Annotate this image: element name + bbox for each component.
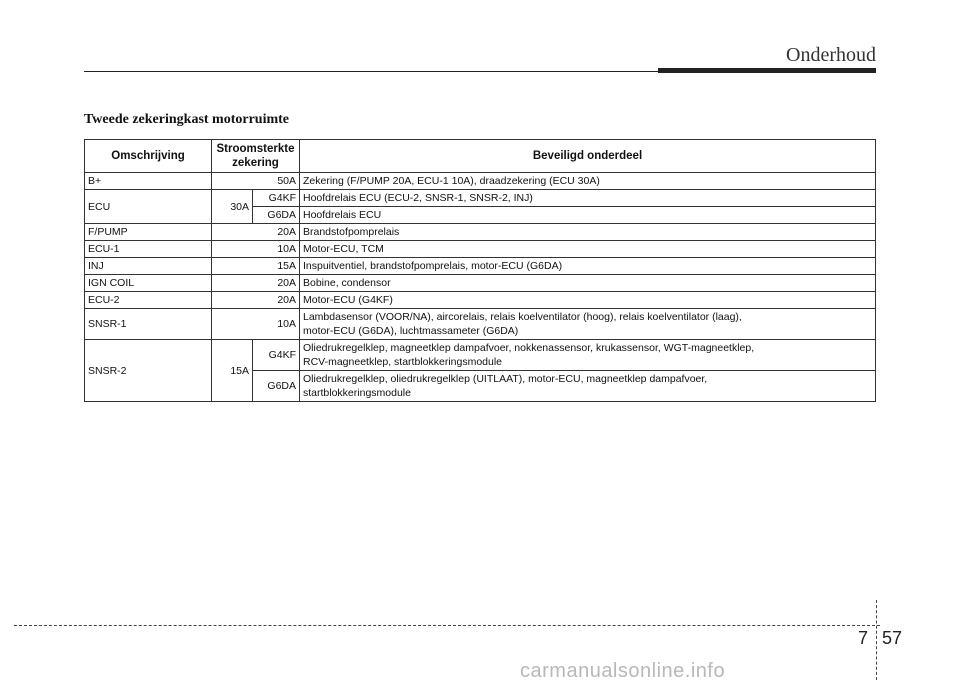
protected-part-line: RCV-magneetklep, startblokkeringsmodule xyxy=(303,356,503,368)
section-title: Tweede zekeringkast motorruimte xyxy=(84,112,290,127)
footer-divider xyxy=(14,625,880,626)
protected-part: Hoofdrelais ECU xyxy=(300,207,876,224)
page-header-title: Onderhoud xyxy=(786,44,876,66)
table-row xyxy=(85,258,876,275)
fuse-name: ECU-1 xyxy=(85,241,212,258)
fuse-name: INJ xyxy=(85,258,212,275)
fuse-name: F/PUMP xyxy=(85,224,212,241)
engine-code: G4KF xyxy=(253,190,300,207)
protected-part: Zekering (F/PUMP 20A, ECU-1 10A), draadzekering (ECU 30A) xyxy=(300,173,876,190)
table-row xyxy=(85,224,876,241)
protected-part xyxy=(300,309,876,340)
protected-part-line: Oliedrukregelklep, oliedrukregelklep (UITLAAT), motor-ECU, magneetklep dampafvoer, xyxy=(303,373,708,385)
protected-part-line: motor-ECU (G6DA), luchtmassameter (G6DA) xyxy=(303,325,519,337)
protected-part xyxy=(300,371,876,402)
protected-part: Motor-ECU (G4KF) xyxy=(300,292,876,309)
engine-code: G6DA xyxy=(253,371,300,402)
protected-part: Brandstofpomprelais xyxy=(300,224,876,241)
table-row xyxy=(85,340,876,371)
fuse-table xyxy=(84,139,876,402)
protected-part: Motor-ECU, TCM xyxy=(300,241,876,258)
fuse-name: SNSR-1 xyxy=(85,309,212,340)
protected-part xyxy=(300,340,876,371)
footer-vertical-divider xyxy=(876,600,877,680)
header-divider xyxy=(84,71,658,72)
watermark: carmanualsonline.info xyxy=(520,660,726,682)
fuse-amp: 20A xyxy=(212,275,300,292)
table-row xyxy=(85,173,876,190)
fuse-amp: 50A xyxy=(212,173,300,190)
protected-part: Hoofdrelais ECU (ECU-2, SNSR-1, SNSR-2, INJ) xyxy=(300,190,876,207)
fuse-amp: 15A xyxy=(212,340,253,402)
fuse-name: ECU xyxy=(85,190,212,224)
engine-code: G6DA xyxy=(253,207,300,224)
fuse-name: SNSR-2 xyxy=(85,340,212,402)
engine-code: G4KF xyxy=(253,340,300,371)
fuse-amp: 10A xyxy=(212,309,300,340)
protected-part: Inspuitventiel, brandstofpomprelais, motor-ECU (G6DA) xyxy=(300,258,876,275)
header-omschrijving: Omschrijving xyxy=(85,140,212,173)
table-row xyxy=(85,275,876,292)
protected-part-line: Lambdasensor (VOOR/NA), aircorelais, relais koelventilator (hoog), relais koelventilator (laag), xyxy=(303,311,742,323)
table-row xyxy=(85,190,876,207)
protected-part-line: Oliedrukregelklep, magneetklep dampafvoer, nokkenassensor, krukassensor, WGT-magneetklep, xyxy=(303,342,755,354)
table-row xyxy=(85,309,876,340)
table-row xyxy=(85,292,876,309)
fuse-name: IGN COIL xyxy=(85,275,212,292)
fuse-name: B+ xyxy=(85,173,212,190)
protected-part-line: startblokkeringsmodule xyxy=(303,387,411,399)
header-beveiligd: Beveiligd onderdeel xyxy=(300,140,876,173)
fuse-amp: 20A xyxy=(212,224,300,241)
fuse-name: ECU-2 xyxy=(85,292,212,309)
header-stroomsterkte: Stroomsterkte zekering xyxy=(212,140,300,173)
fuse-amp: 30A xyxy=(212,190,253,224)
page-number: 57 xyxy=(882,628,903,648)
header-accent-bar xyxy=(658,68,876,73)
chapter-number: 7 xyxy=(858,628,869,648)
protected-part: Bobine, condensor xyxy=(300,275,876,292)
fuse-amp: 10A xyxy=(212,241,300,258)
fuse-amp: 15A xyxy=(212,258,300,275)
table-header-row xyxy=(85,140,876,173)
fuse-amp: 20A xyxy=(212,292,300,309)
table-row xyxy=(85,241,876,258)
